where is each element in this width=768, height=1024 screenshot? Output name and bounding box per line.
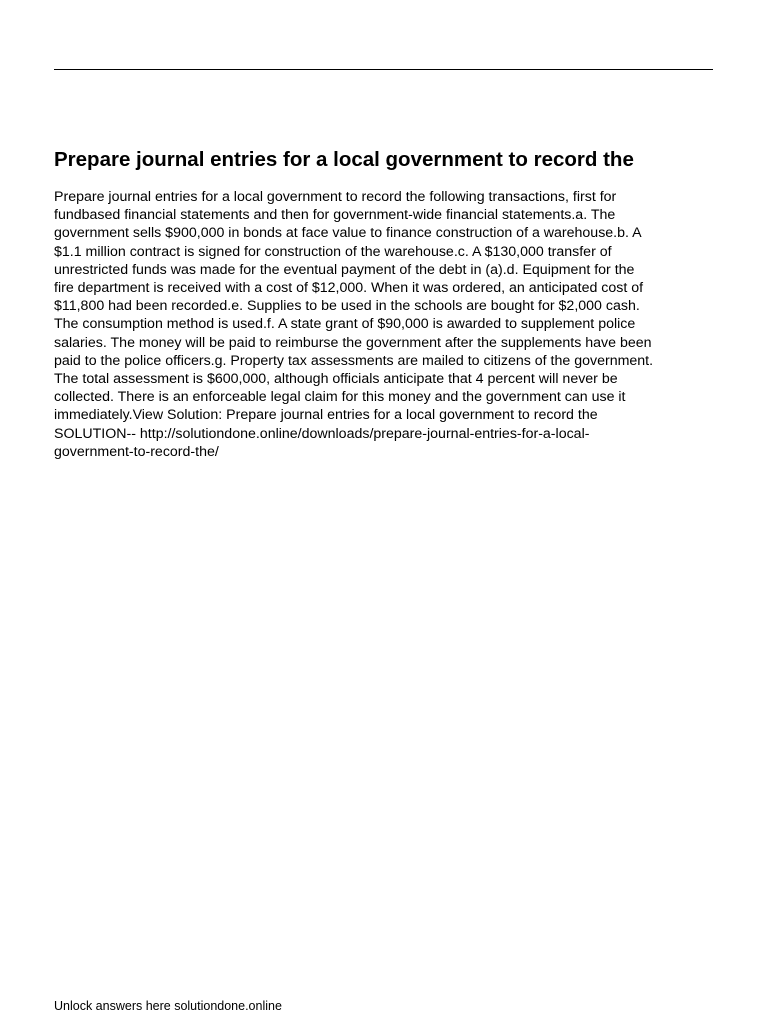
body-line: $1.1 million contract is signed for construction of the warehouse.c. A $130,000 transfer of (54, 243, 612, 260)
body-line: salaries. The money will be paid to reimburse the government after the supplements have been (54, 334, 652, 351)
body-line: $11,800 had been recorded.e. Supplies to be used in the schools are bought for $2,000 cash. (54, 298, 640, 315)
document-body (54, 188, 718, 461)
body-line: The consumption method is used.f. A state grant of $90,000 is awarded to supplement police (54, 316, 636, 333)
body-line: fire department is received with a cost of $12,000. When it was ordered, an anticipated cost of (54, 280, 644, 297)
page-title: Prepare journal entries for a local government to record the (54, 148, 634, 171)
solution-link-line[interactable]: SOLUTION-- http://solutiondone.online/downloads/prepare-journal-entries-for-a-local- (54, 425, 590, 442)
body-line: immediately.View Solution: Prepare journal entries for a local government to record the (54, 407, 598, 424)
body-line: The total assessment is $600,000, although officials anticipate that 4 percent will never be (54, 371, 618, 388)
body-line: Prepare journal entries for a local government to record the following transactions, first for (54, 189, 617, 205)
body-line: unrestricted funds was made for the eventual payment of the debt in (a).d. Equipment for the (54, 261, 635, 278)
body-line: fundbased financial statements and then for government-wide financial statements.a. The (54, 207, 616, 224)
body-line: government sells $900,000 in bonds at face value to finance construction of a warehouse.b. A (54, 225, 642, 242)
solution-link-line[interactable]: government-to-record-the/ (54, 443, 219, 460)
top-divider (54, 69, 713, 70)
body-line: collected. There is an enforceable legal claim for this money and the government can use it (54, 389, 626, 406)
body-line: paid to the police officers.g. Property tax assessments are mailed to citizens of the government. (54, 352, 654, 369)
footer-text: Unlock answers here solutiondone.online (54, 999, 282, 1013)
